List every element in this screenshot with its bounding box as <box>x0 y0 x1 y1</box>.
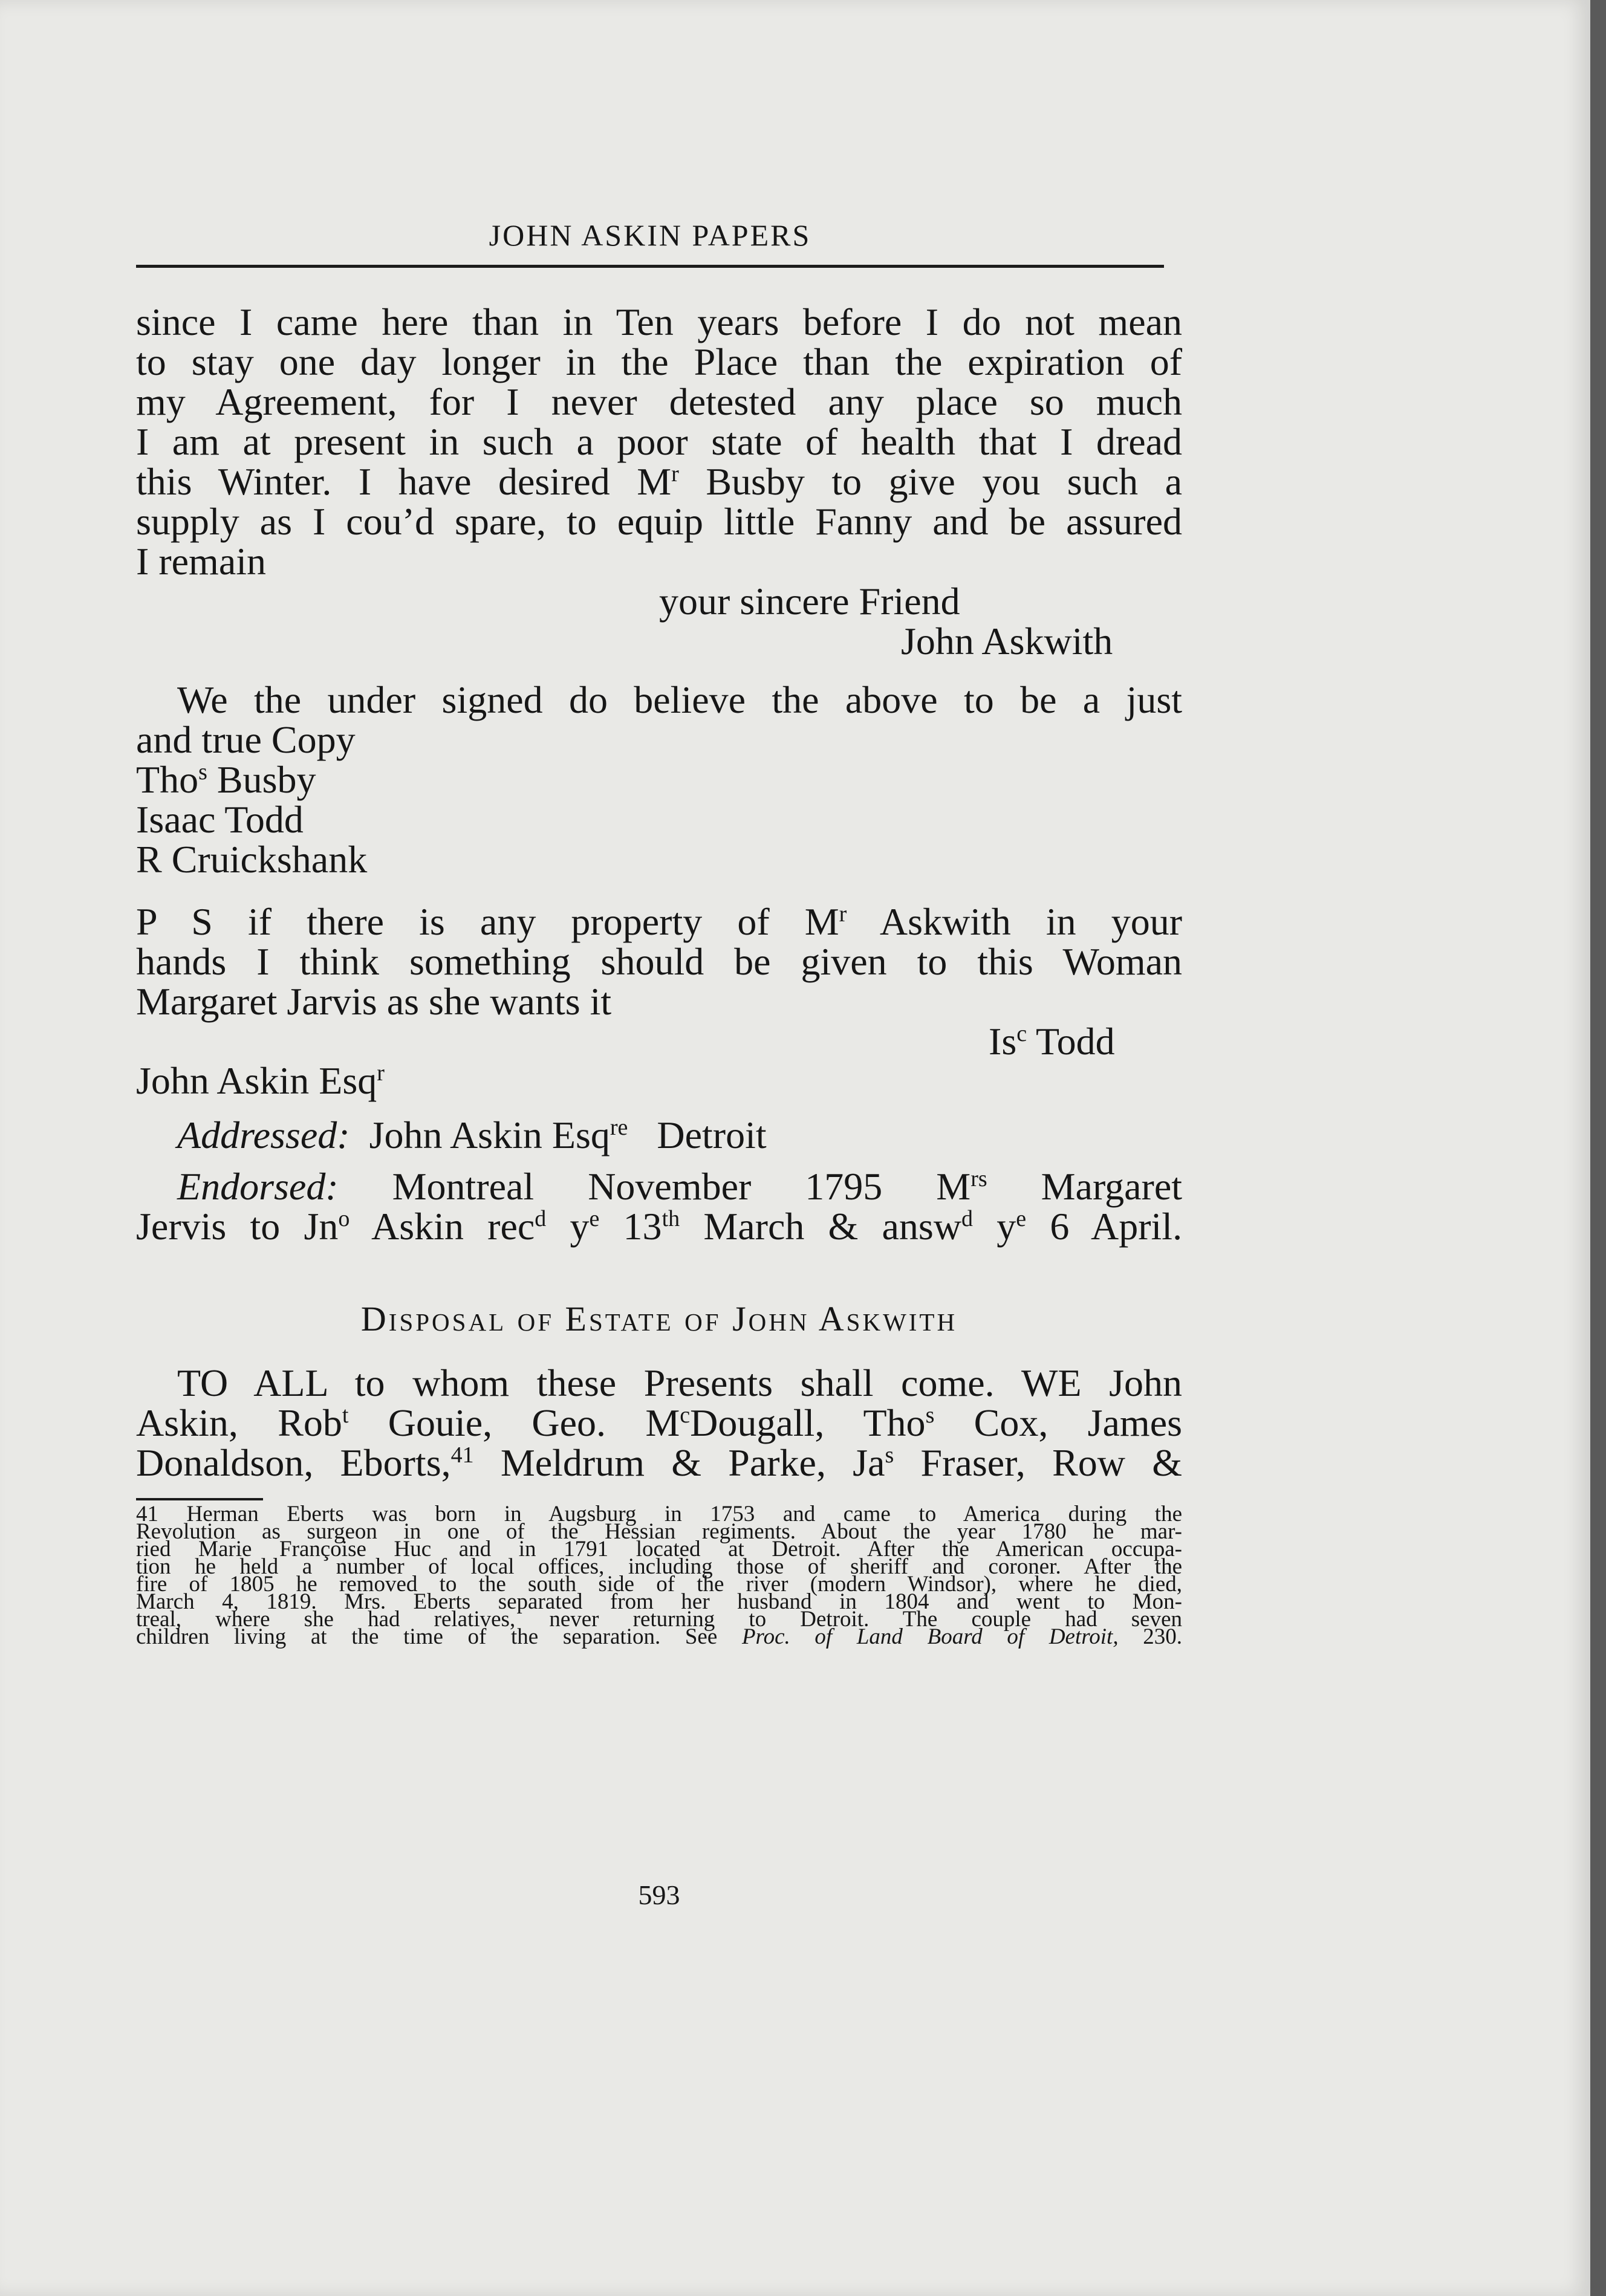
endorsed-note: Endorsed: Montreal November 1795 $M^{rs}$ Margaret Jervis to Jn$^o$ Askin rec$^d$ $y^e$ 13th March & answ$^d$ $y^e$ 6 April. <box>136 1165 1183 1248</box>
footnote-line: fire of 1805 he removed to the south side of the river (modern Windsor), where he died, <box>136 1572 1182 1597</box>
signer: R Cruickshank <box>136 838 368 881</box>
deed-line: Askin, Rob$^t$ Gouie, Geo. $M^cDougall$, Tho$^s$ Cox, James <box>136 1401 1183 1444</box>
letter-line: I am at present in such a poor state of health that I dread <box>136 420 1182 463</box>
letter-line: this Winter. I have desired $M^r$ Busby to give you such a <box>136 460 1183 503</box>
footnote-line: ried Marie Françoise Huc and in 1791 located at Detroit. After the American occupa- <box>136 1537 1182 1561</box>
page-number: 593 <box>638 1879 680 1910</box>
valediction: your sincere Friend <box>659 580 960 623</box>
footnote-line: children living at the time of the separation. See Proc. of Land Board of Detroit, 230. <box>136 1624 1183 1649</box>
deed-text <box>136 1363 1182 1483</box>
letter-line: to stay one day longer in the Place than the expiration of <box>136 340 1182 383</box>
attestation-line: We the under signed do believe the above to be a just <box>177 678 1182 721</box>
deed-line: Donaldson, Eborts,$^{41}$ Meldrum & Parke, Ja$^s$ Fraser, Row & <box>136 1441 1183 1484</box>
postscript-line: Margaret Jarvis as she wants it <box>136 980 612 1023</box>
postscript-signature: Is$^c$ Todd <box>989 1020 1115 1063</box>
addressee: John Askin Esq$^r$ <box>136 1059 385 1102</box>
attestation-line: and true Copy <box>136 718 356 761</box>
addressed-label: Addressed: <box>177 1114 350 1156</box>
footnote-line: Revolution as surgeon in one of the Hessian regiments. About the year 1780 he mar- <box>136 1519 1182 1544</box>
postscript-line: hands I think something should be given to this Woman <box>136 940 1182 983</box>
letter-line: I remain <box>136 540 266 583</box>
postscript <box>136 902 1182 1062</box>
section-title: Disposal of Estate of John Askwith <box>360 1299 958 1338</box>
endorsed-label: Endorsed: <box>177 1165 339 1208</box>
postscript-line: P S if there is any property of $M^r$ Askwith in your <box>136 900 1183 943</box>
signer: Isaac Todd <box>136 798 304 841</box>
signer: Tho$^s$ Busby <box>136 758 316 801</box>
letter-line: my Agreement, for I never detested any place so much <box>136 380 1182 423</box>
footnote-line: tion he held a number of local offices, including those of sheriff and coroner. After the <box>136 1554 1182 1579</box>
closing <box>136 582 1182 661</box>
running-head: JOHN ASKIN PAPERS <box>489 218 811 252</box>
signature: John Askwith <box>901 620 1113 663</box>
footnote-line: March 4, 1819. Mrs. Eberts separated from her husband in 1804 and went to Mon- <box>136 1589 1182 1614</box>
addressed-note: Addressed: John Askin Esq$^{re}$ Detroit <box>177 1114 767 1156</box>
page-edge <box>1590 0 1606 2296</box>
letter-body <box>136 302 1182 582</box>
footnote-line: 41 Herman Eberts was born in Augsburg in 1753 and came to America during the <box>136 1502 1182 1526</box>
deed-line: TO ALL to whom these Presents shall come. WE John <box>177 1361 1182 1404</box>
attestation <box>136 680 1182 880</box>
header-rule <box>136 265 1164 268</box>
footnote-rule <box>136 1498 263 1500</box>
letter-line: since I came here than in Ten years before I do not mean <box>136 300 1182 343</box>
letter-line: supply as I cou’d spare, to equip little Fanny and be assured <box>136 500 1182 543</box>
footnote <box>136 1502 1183 1649</box>
footnote-line: treal, where she had relatives, never returning to Detroit. The couple had seven <box>136 1607 1182 1632</box>
